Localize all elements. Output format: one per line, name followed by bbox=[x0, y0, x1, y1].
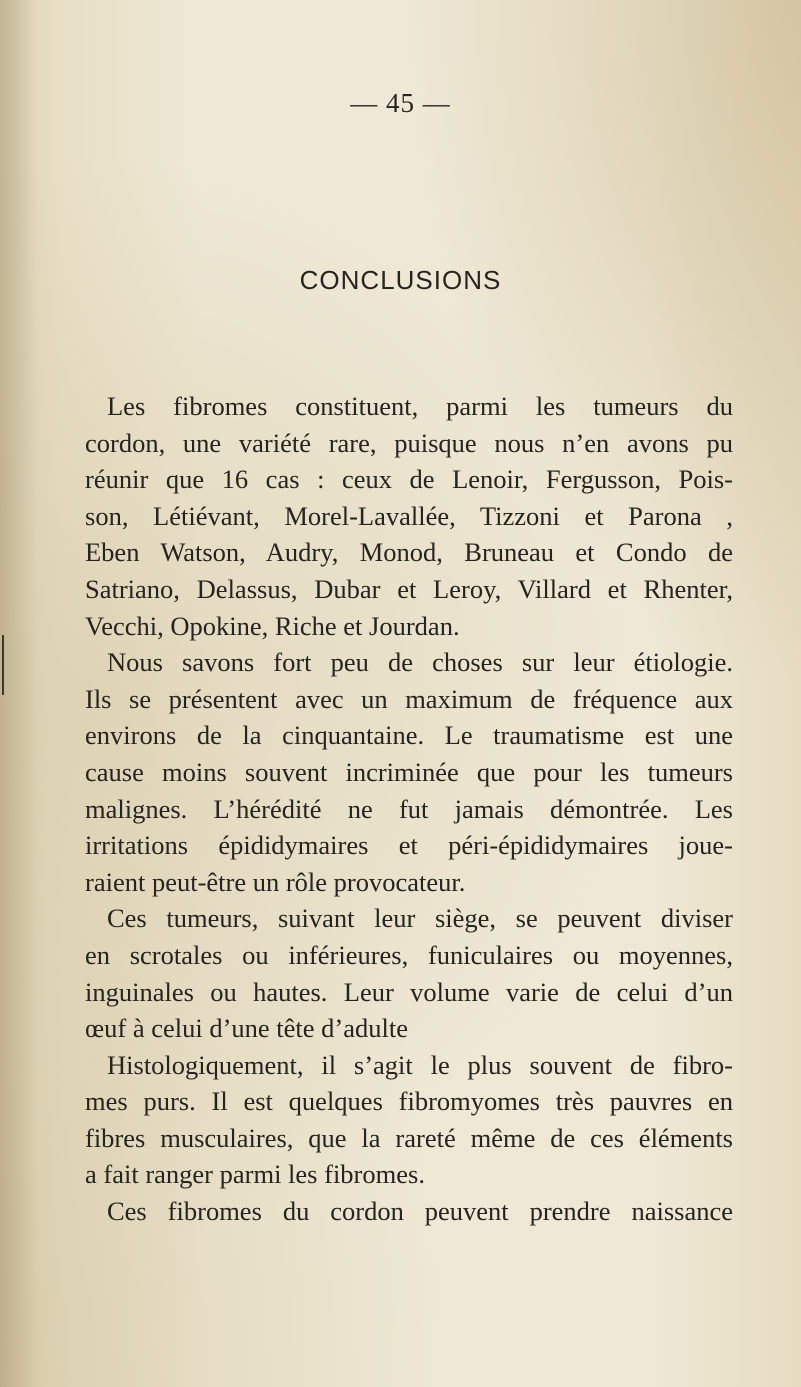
section-title: CONCLUSIONS bbox=[299, 265, 502, 295]
text-line: cordon, une variété rare, puisque nous n’en avons pu bbox=[85, 427, 733, 458]
text-line: Nous savons fort peu de choses sur leur étiologie. bbox=[107, 647, 733, 678]
text-line: Satriano, Delassus, Dubar et Leroy, Villard et Rhenter, bbox=[85, 573, 733, 604]
text-line: son, Létiévant, Morel-Lavallée, Tizzoni et Parona , bbox=[85, 500, 733, 531]
text-line: Histologiquement, il s’agit le plus souvent de fibro- bbox=[107, 1049, 733, 1080]
text-line: Ils se présentent avec un maximum de fréquence aux bbox=[85, 683, 733, 714]
body-text bbox=[85, 388, 733, 1230]
text-line: en scrotales ou inférieures, funiculaires ou moyennes, bbox=[85, 939, 733, 970]
page-number: — 45 — bbox=[350, 88, 451, 118]
text-line: fibres musculaires, que la rareté même de ces éléments bbox=[85, 1122, 733, 1153]
text-line: Ces tumeurs, suivant leur siège, se peuvent diviser bbox=[107, 903, 733, 934]
page-edge-shadow bbox=[0, 0, 38, 1387]
text-line: Ces fibromes du cordon peuvent prendre naissance bbox=[107, 1196, 733, 1227]
text-line: a fait ranger parmi les fibromes. bbox=[85, 1159, 425, 1190]
text-line: cause moins souvent incriminée que pour les tumeurs bbox=[85, 756, 733, 787]
text-line: inguinales ou hautes. Leur volume varie de celui d’un bbox=[85, 976, 733, 1007]
text-line: mes purs. Il est quelques fibromyomes très pauvres en bbox=[85, 1086, 733, 1117]
text-line: raient peut-être un rôle provocateur. bbox=[85, 866, 466, 897]
text-line: malignes. L’hérédité ne fut jamais démontrée. Les bbox=[85, 793, 733, 824]
text-line: irritations épididymaires et péri-épididymaires joue- bbox=[85, 830, 733, 861]
text-line: Les fibromes constituent, parmi les tumeurs du bbox=[107, 391, 733, 421]
text-line: réunir que 16 cas : ceux de Lenoir, Fergusson, Pois- bbox=[85, 464, 733, 495]
margin-mark bbox=[2, 635, 4, 695]
text-line: Vecchi, Opokine, Riche et Jourdan. bbox=[85, 610, 460, 641]
text-line: Eben Watson, Audry, Monod, Bruneau et Condo de bbox=[85, 537, 733, 568]
text-line: œuf à celui d’une tête d’adulte bbox=[85, 1013, 409, 1044]
text-line: environs de la cinquantaine. Le traumatisme est une bbox=[85, 720, 733, 751]
